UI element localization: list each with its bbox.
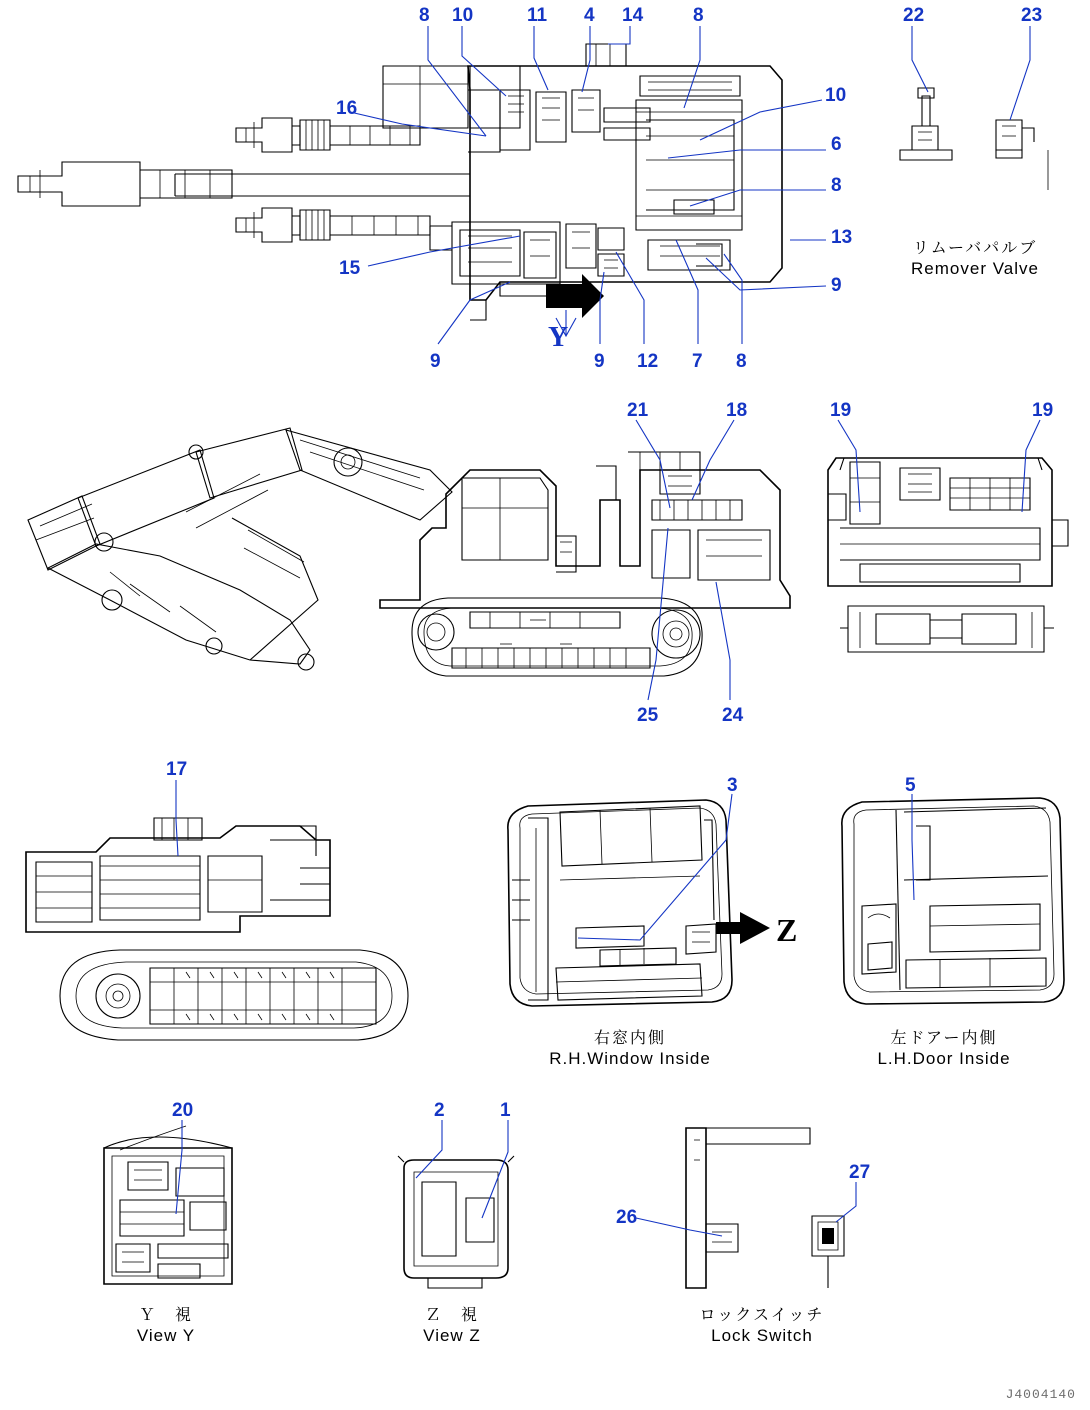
- caption-lh-door-inside-en: L.H.Door Inside: [877, 1049, 1011, 1068]
- callout-8-top-right: 8: [693, 5, 704, 26]
- rear-view: [828, 458, 1068, 652]
- callout-12: 12: [637, 351, 659, 372]
- callout-20: 20: [172, 1100, 194, 1121]
- view-marker-z: Z: [776, 912, 798, 948]
- plan-view: [26, 818, 408, 1040]
- callout-9-bottom: 9: [594, 351, 605, 372]
- caption-lh-door-inside: [877, 1028, 1010, 1069]
- lock-switch-detail: [686, 1128, 844, 1288]
- callout-6: 6: [831, 134, 842, 155]
- callout-26: 26: [616, 1207, 638, 1228]
- callout-10: 10: [452, 5, 474, 26]
- callout-4: 4: [584, 5, 595, 26]
- view-y-detail: [104, 1126, 232, 1284]
- caption-view-y-en: View Y: [136, 1326, 196, 1345]
- callout-23: 23: [1021, 5, 1043, 26]
- caption-remover-valve: [911, 238, 1039, 279]
- callout-11: 11: [527, 5, 548, 26]
- callout-22: 22: [903, 5, 925, 26]
- caption-view-z-en: View Z: [423, 1326, 481, 1345]
- callout-14: 14: [622, 5, 644, 26]
- callout-24: 24: [722, 705, 744, 726]
- callout-13: 13: [831, 227, 853, 248]
- caption-rh-window-inside-jp: 右窓内側: [593, 1028, 666, 1047]
- excavator-side-view: [28, 428, 790, 676]
- drawing-number: J4004140: [1005, 1387, 1076, 1402]
- caption-lh-door-inside-jp: 左ドアー内側: [890, 1028, 998, 1047]
- rh-window-inside-view: [508, 800, 770, 1006]
- caption-view-z: [423, 1305, 481, 1346]
- caption-rh-window-inside-en: R.H.Window Inside: [549, 1049, 711, 1068]
- callout-9-bottom-left: 9: [430, 351, 441, 372]
- callout-8-right: 8: [831, 175, 842, 196]
- view-marker-y: Y: [548, 322, 569, 353]
- caption-lock-switch: [700, 1305, 825, 1346]
- callout-15: 15: [339, 258, 361, 279]
- top-assembly-view: [18, 44, 782, 336]
- callout-18: 18: [726, 400, 748, 421]
- callout-8-bottom: 8: [736, 351, 747, 372]
- callout-5: 5: [905, 775, 916, 796]
- callout-19-right: 19: [1032, 400, 1054, 421]
- view-z-detail: [398, 1156, 514, 1288]
- caption-lock-switch-jp: ロックスイッチ: [699, 1305, 825, 1324]
- caption-view-z-jp: Ｚ 視: [424, 1305, 479, 1324]
- callout-25: 25: [637, 705, 659, 726]
- remover-valve-detail: [900, 88, 1048, 190]
- caption-remover-valve-en: Remover Valve: [911, 259, 1039, 278]
- lh-door-inside-view: [842, 798, 1064, 1004]
- callout-19-left: 19: [830, 400, 852, 421]
- callout-10-right: 10: [825, 85, 847, 106]
- callout-2: 2: [434, 1100, 445, 1121]
- callout-21: 21: [627, 400, 649, 421]
- caption-remover-valve-jp: リムーバパルブ: [912, 238, 1038, 257]
- callout-17: 17: [166, 759, 188, 780]
- callout-8: 8: [419, 5, 430, 26]
- caption-view-y: [137, 1305, 195, 1346]
- callout-16: 16: [336, 98, 358, 119]
- callout-7: 7: [692, 351, 703, 372]
- callout-1: 1: [500, 1100, 511, 1121]
- callout-3: 3: [727, 775, 738, 796]
- caption-view-y-jp: Ｙ 視: [138, 1305, 194, 1324]
- callout-9-right: 9: [831, 275, 842, 296]
- caption-rh-window-inside: [549, 1028, 711, 1069]
- caption-lock-switch-en: Lock Switch: [711, 1326, 813, 1345]
- callout-27: 27: [849, 1162, 871, 1183]
